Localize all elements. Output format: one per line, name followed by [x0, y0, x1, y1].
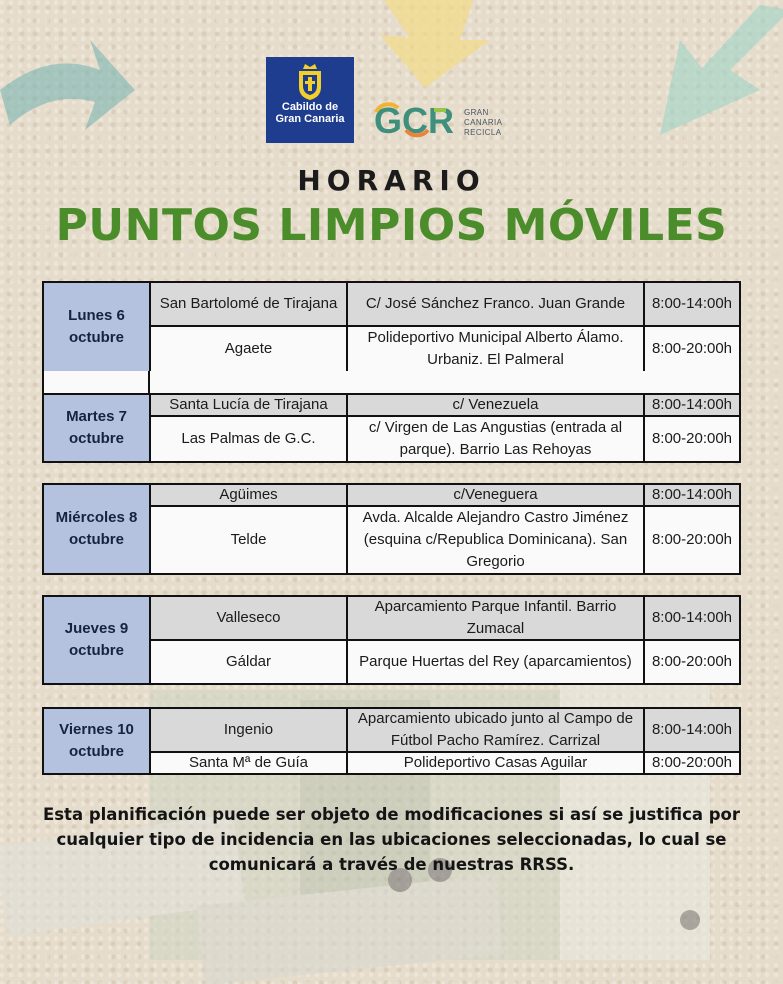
coat-of-arms-icon: [295, 63, 325, 101]
day-label: [44, 283, 149, 371]
town-cell: Agaete: [151, 327, 346, 371]
schedule-block-friday: [42, 707, 741, 775]
hours-cell: 8:00-14:00h: [645, 709, 739, 751]
schedule-block-wednesday: [42, 483, 741, 575]
day-name: Martes 7: [66, 408, 127, 425]
day-month: octubre: [68, 531, 124, 548]
day-name: Miércoles 8: [55, 509, 138, 526]
day-month: octubre: [68, 743, 124, 760]
gcr-logo-line2: CANARIA: [464, 118, 503, 127]
day-name: Lunes 6: [68, 307, 125, 324]
day-label: [44, 485, 149, 573]
town-cell: Valleseco: [151, 597, 346, 639]
arrow-decoration-right-icon: [640, 0, 783, 140]
day-label: [44, 597, 149, 683]
page-title: PUNTOS LIMPIOS MÓVILES: [55, 200, 728, 251]
day-name: Viernes 10: [59, 721, 134, 738]
location-cell: Parque Huertas del Rey (aparcamientos): [348, 641, 643, 683]
location-cell: c/ Venezuela: [348, 395, 643, 415]
town-cell: Agüimes: [151, 485, 346, 505]
gcr-logo-line3: RECICLA: [464, 128, 502, 137]
cabildo-logo-line2: Gran Canaria: [275, 113, 345, 125]
town-cell: Las Palmas de G.C.: [151, 417, 346, 461]
gcr-logo-mark: [372, 100, 458, 140]
hours-cell: 8:00-20:00h: [645, 753, 739, 773]
town-cell: Gáldar: [151, 641, 346, 683]
location-cell: Avda. Alcalde Alejandro Castro Jiménez (esquina c/Republica Dominicana). San Gregorio: [348, 507, 643, 573]
town-cell: Santa Mª de Guía: [151, 753, 346, 773]
hours-cell: 8:00-14:00h: [645, 485, 739, 505]
hours-cell: 8:00-14:00h: [645, 283, 739, 325]
gcr-logo-line1: GRAN: [464, 108, 489, 117]
cabildo-logo: [266, 57, 354, 143]
arrow-decoration-top-icon: [350, 0, 500, 90]
page-subtitle: HORARIO: [297, 164, 486, 197]
town-cell: Telde: [151, 507, 346, 573]
location-cell: Polideportivo Casas Aguilar: [348, 753, 643, 773]
hours-cell: 8:00-14:00h: [645, 597, 739, 639]
gcr-logo-text: GCR: [374, 100, 454, 140]
location-cell: c/ Virgen de Las Angustias (entrada al parque). Barrio Las Rehoyas: [348, 417, 643, 461]
day-label: [44, 709, 149, 773]
day-month: octubre: [68, 642, 124, 659]
schedule-spacer-row: [42, 371, 741, 393]
town-cell: Santa Lucía de Tirajana: [151, 395, 346, 415]
location-cell: Aparcamiento ubicado junto al Campo de Fútbol Pacho Ramírez. Carrizal: [348, 709, 643, 751]
hours-cell: 8:00-14:00h: [645, 395, 739, 415]
location-cell: Aparcamiento Parque Infantil. Barrio Zumacal: [348, 597, 643, 639]
day-month: octubre: [68, 329, 124, 346]
arrow-decoration-left-icon: [0, 30, 140, 150]
hours-cell: 8:00-20:00h: [645, 641, 739, 683]
disclaimer-note: Esta planificación puede ser objeto de modificaciones si así se justifica por cualquier tipo de incidencia en las ubicaciones seleccionadas, lo cual se comunicará a través de nuestras RRSS.: [42, 805, 741, 874]
cabildo-logo-line1: Cabildo de: [281, 101, 339, 113]
town-cell: San Bartolomé de Tirajana: [151, 283, 346, 325]
town-cell: Ingenio: [151, 709, 346, 751]
gcr-logo-caption: [464, 108, 524, 138]
location-cell: c/Veneguera: [348, 485, 643, 505]
schedule-block-thursday: [42, 595, 741, 685]
hours-cell: 8:00-20:00h: [645, 417, 739, 461]
schedule-block-tuesday: [42, 393, 741, 463]
hours-cell: 8:00-20:00h: [645, 507, 739, 573]
day-month: octubre: [68, 430, 124, 447]
location-cell: Polideportivo Municipal Alberto Álamo. Urbaniz. El Palmeral: [348, 327, 643, 371]
day-label: [44, 395, 149, 461]
hours-cell: 8:00-20:00h: [645, 327, 739, 371]
location-cell: C/ José Sánchez Franco. Juan Grande: [348, 283, 643, 325]
day-name: Jueves 9: [64, 620, 129, 637]
schedule-block-monday: [42, 281, 741, 373]
